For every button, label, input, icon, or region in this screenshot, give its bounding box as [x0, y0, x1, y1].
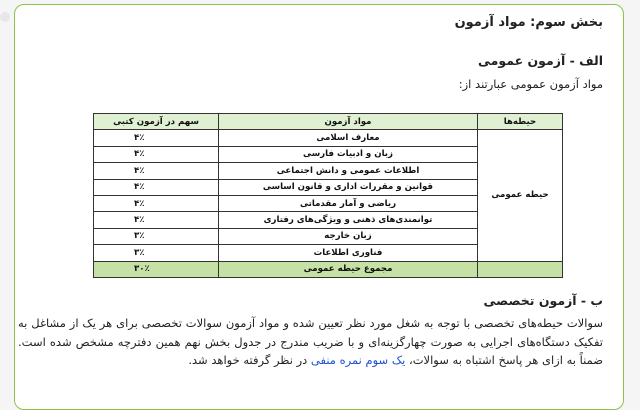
table-row [94, 130, 563, 146]
total-share: ۳۰٪ [94, 261, 219, 277]
domain-cell: حیطه عمومی [478, 130, 563, 261]
negative-mark-highlight: یک سوم نمره منفی [310, 353, 406, 367]
exam-materials-table [93, 113, 563, 278]
material-cell: زبان و ادبیات فارسی [219, 146, 478, 162]
material-cell: فناوری اطلاعات [219, 245, 478, 261]
part-a-title: الف - آزمون عمومی [478, 53, 603, 68]
table-header-row [94, 114, 563, 130]
material-cell: اطلاعات عمومی و دانش اجتماعی [219, 163, 478, 179]
part-a-intro: مواد آزمون عمومی عبارتند از: [458, 77, 603, 91]
share-cell: ۴٪ [94, 163, 219, 179]
share-cell: ۴٪ [94, 146, 219, 162]
part-b-title: ب - آزمون تخصصی [483, 293, 603, 308]
header-materials: مواد آزمون [219, 114, 478, 130]
material-cell: توانمندی‌های ذهنی و ویژگی‌های رفتاری [219, 212, 478, 228]
share-cell: ۴٪ [94, 195, 219, 211]
total-label: مجموع حیطه عمومی [219, 261, 478, 277]
material-cell: زبان خارجه [219, 228, 478, 244]
share-cell: ۳٪ [94, 228, 219, 244]
material-cell: معارف اسلامی [219, 130, 478, 146]
paragraph-text-2: در نظر گرفته خواهد شد. [188, 353, 308, 367]
total-empty-cell [478, 261, 563, 277]
material-cell: قوانین و مقررات اداری و قانون اساسی [219, 179, 478, 195]
share-cell: ۴٪ [94, 179, 219, 195]
share-cell: ۴٪ [94, 130, 219, 146]
paragraph-text-1: سوالات حیطه‌های تخصصی با توجه به شغل مورد نظر تعیین شده و مواد آزمون سوالات تخصصی برای هر یک از مشاغل به تفکیک دستگاه‌های اجرایی به صورت چهارگزینه‌ای و با ضریب مندرج در جدول بخش نهم همین دفترچه مشخص شده است. ضمناً به ازای هر پاسخ اشتباه به سوالات، [18, 316, 603, 367]
content-card [14, 4, 624, 410]
section-title: بخش سوم: مواد آزمون [454, 15, 603, 30]
share-cell: ۴٪ [94, 212, 219, 228]
total-row [94, 261, 563, 277]
header-domains: حیطه‌ها [478, 114, 563, 130]
part-b-paragraph [18, 314, 603, 370]
material-cell: ریاضی و آمار مقدماتی [219, 195, 478, 211]
scroll-indicator [0, 12, 10, 22]
share-cell: ۳٪ [94, 245, 219, 261]
header-share: سهم در آزمون کتبی [94, 114, 219, 130]
